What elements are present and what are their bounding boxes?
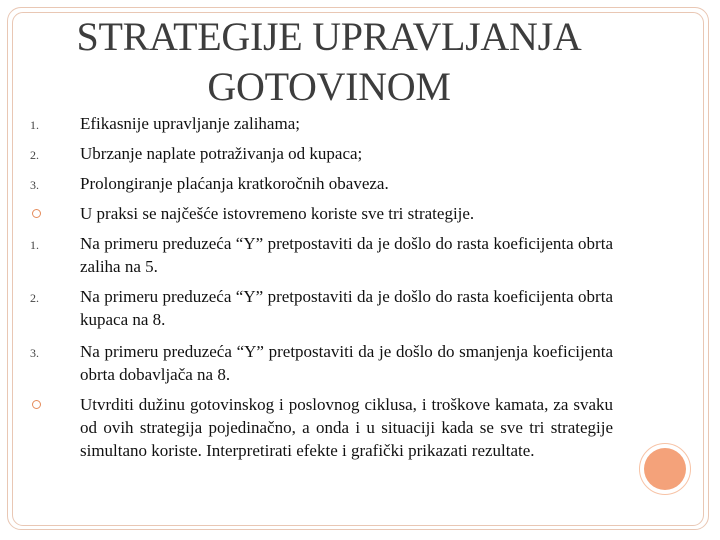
slide-title: STRATEGIJE UPRAVLJANJA GOTOVINOM xyxy=(76,14,582,109)
ring-bullet-icon xyxy=(32,400,41,409)
list-number: 3. xyxy=(30,346,39,360)
list-number: 2. xyxy=(30,148,39,162)
list-number: 3. xyxy=(30,178,39,192)
list-number: 1. xyxy=(30,118,39,132)
list-item-text: Utvrditi dužinu gotovinskog i poslovnog ciklusa, i troškove kamata, za svaku od ovih strategija pojedinačno, a onda i u situaciji kada se sve tri strategije simultano koriste. Interpretirati efekte i grafički prikazati rezultate. xyxy=(80,395,613,460)
list-item-text: Na primeru preduzeća “Y” pretpostaviti da je došlo do rasta koeficijenta obrta zaliha na 5. xyxy=(80,234,613,276)
ring-bullet-icon xyxy=(32,209,41,218)
decorative-circle xyxy=(644,448,686,490)
list-item-text: Prolongiranje plaćanja kratkoročnih obaveza. xyxy=(80,174,389,193)
list-item-text: Efikasnije upravljanje zalihama; xyxy=(80,114,300,133)
list-number: 1. xyxy=(30,238,39,252)
list-number: 2. xyxy=(30,291,39,305)
list-item-text: U praksi se najčešće istovremeno koriste sve tri strategije. xyxy=(80,204,475,223)
list-item-text: Ubrzanje naplate potraživanja od kupaca; xyxy=(80,144,363,163)
list-item-text: Na primeru preduzeća “Y” pretpostaviti da je došlo do smanjenja koeficijenta obrta dobavljača na 8. xyxy=(80,342,613,384)
list-item-text: Na primeru preduzeća “Y” pretpostaviti da je došlo do rasta koeficijenta obrta kupaca na 8. xyxy=(80,287,613,329)
